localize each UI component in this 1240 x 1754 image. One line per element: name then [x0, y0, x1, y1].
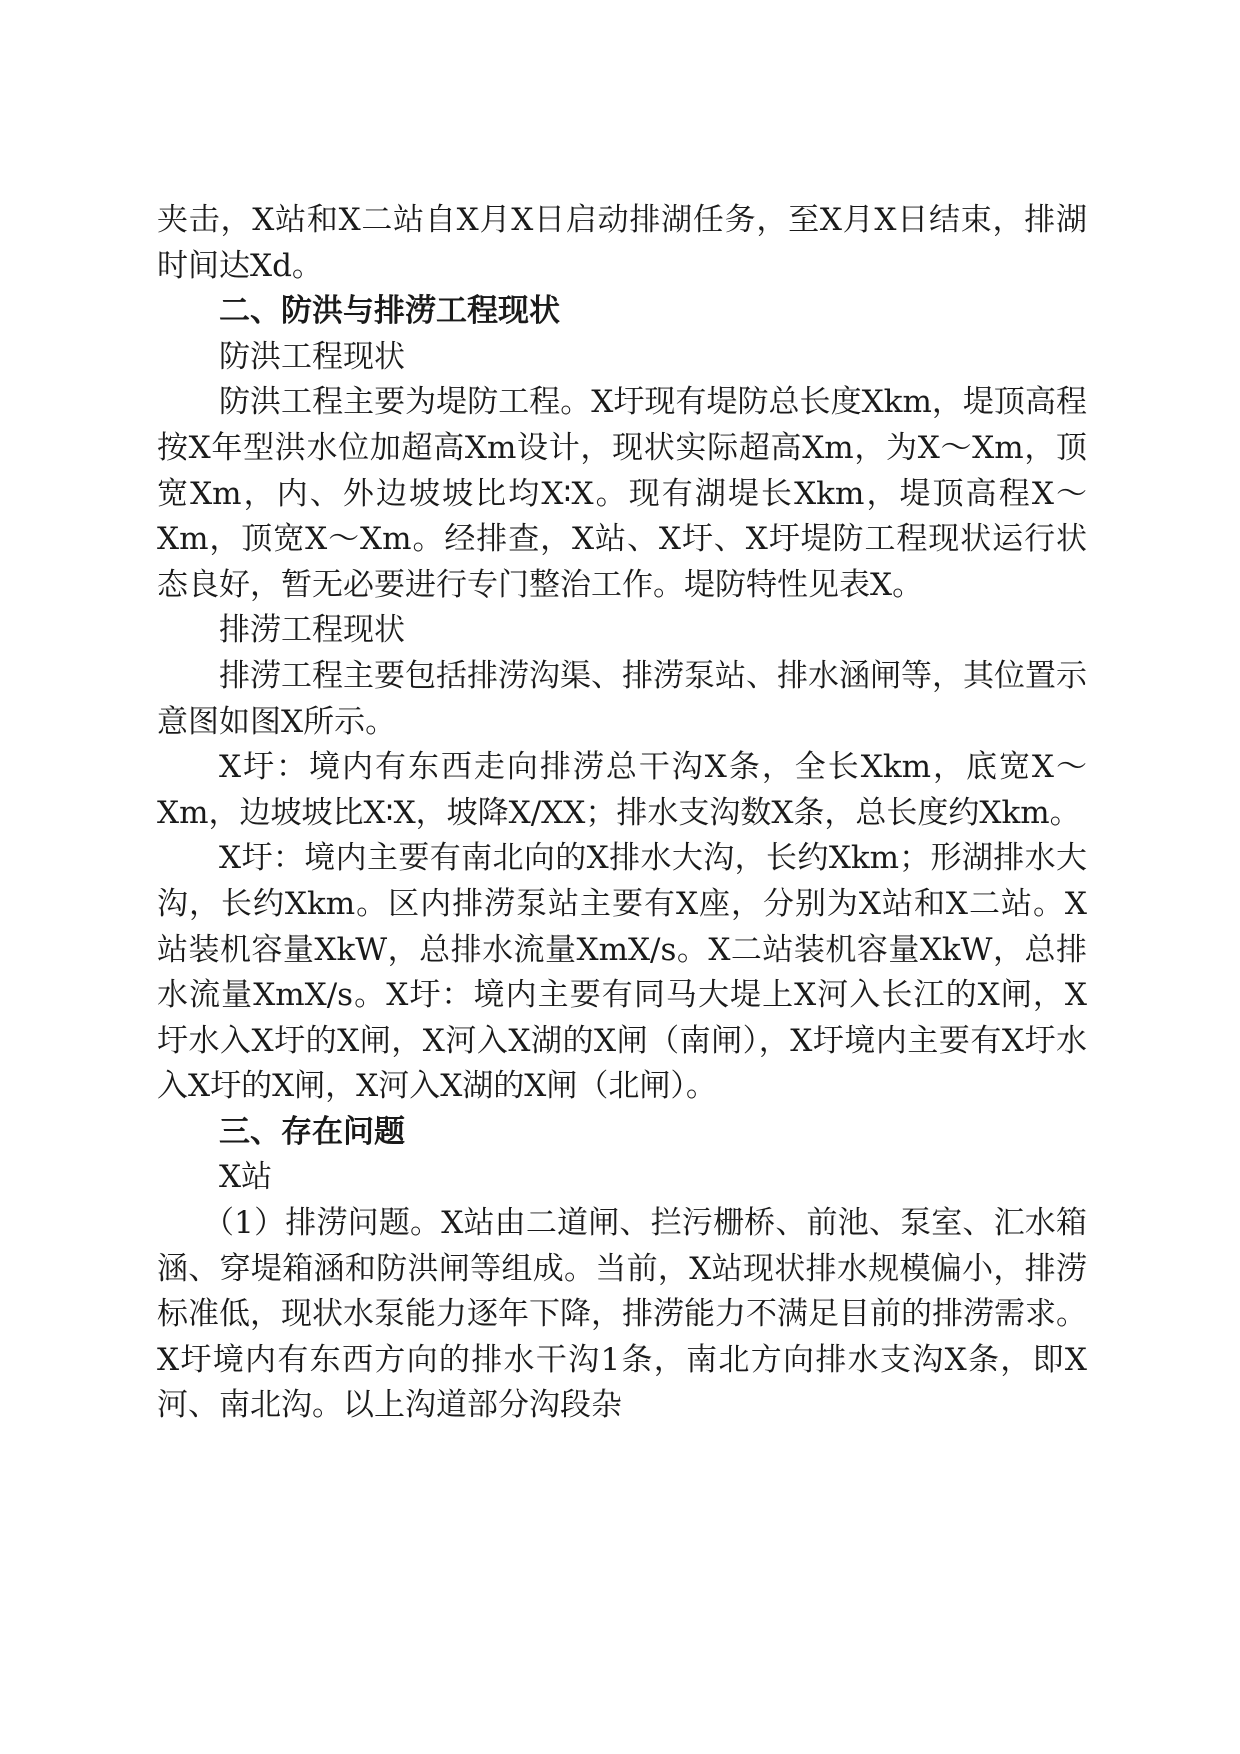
- subheading-flood-control: 防洪工程现状: [219, 338, 405, 375]
- paragraph-drainage-weir-2: X圩：境内主要有南北向的X排水大沟，长约Xkm；形湖排水大沟，长约Xkm。区内排涝泵站主要有X座，分别为X站和X二站。X站装机容量XkW，总排水流量XmX/s。X二站装机容量XkW，总排水流量XmX/s。X圩：境内主要有同马大堤上X河入长江的X闸，X圩水入X圩的X闸，X河入X湖的X闸（南闸），X圩境内主要有X圩水入X圩的X闸，X河入X湖的X闸（北闸）。: [157, 840, 1087, 1105]
- document-body: [157, 198, 1087, 1429]
- section-heading-2: 二、防洪与排涝工程现状: [219, 293, 560, 330]
- paragraph-continuation: 夹击，X站和X二站自X月X日启动排湖任务，至X月X日结束，排湖时间达Xd。: [157, 202, 1087, 284]
- paragraph-flood-control: 防洪工程主要为堤防工程。X圩现有堤防总长度Xkm，堤顶高程按X年型洪水位加超高Xm设计，现状实际超高Xm，为X～Xm，顶宽Xm，内、外边坡坡比均X∶X。现有湖堤长Xkm，堤顶高程X～Xm，顶宽X～Xm。经排查，X站、X圩、X圩堤防工程现状运行状态良好，暂无必要进行专门整治工作。堤防特性见表X。: [157, 384, 1087, 603]
- paragraph-drainage-weir-1: X圩：境内有东西走向排涝总干沟X条，全长Xkm，底宽X～Xm，边坡坡比X∶X，坡降X/XX；排水支沟数X条，总长度约Xkm。: [157, 749, 1087, 831]
- subheading-drainage: 排涝工程现状: [219, 612, 405, 649]
- section-heading-3: 三、存在问题: [219, 1113, 405, 1150]
- subheading-station: X站: [219, 1159, 273, 1196]
- paragraph-drainage-problem: （1）排涝问题。X站由二道闸、拦污栅桥、前池、泵室、汇水箱涵、穿堤箱涵和防洪闸等组成。当前，X站现状排水规模偏小，排涝标准低，现状水泵能力逐年下降，排涝能力不满足目前的排涝需求。X圩境内有东西方向的排水干沟1条，南北方向排水支沟X条，即X河、南北沟。以上沟道部分沟段杂: [157, 1205, 1087, 1424]
- paragraph-drainage-intro: 排涝工程主要包括排涝沟渠、排涝泵站、排水涵闸等，其位置示意图如图X所示。: [157, 657, 1087, 740]
